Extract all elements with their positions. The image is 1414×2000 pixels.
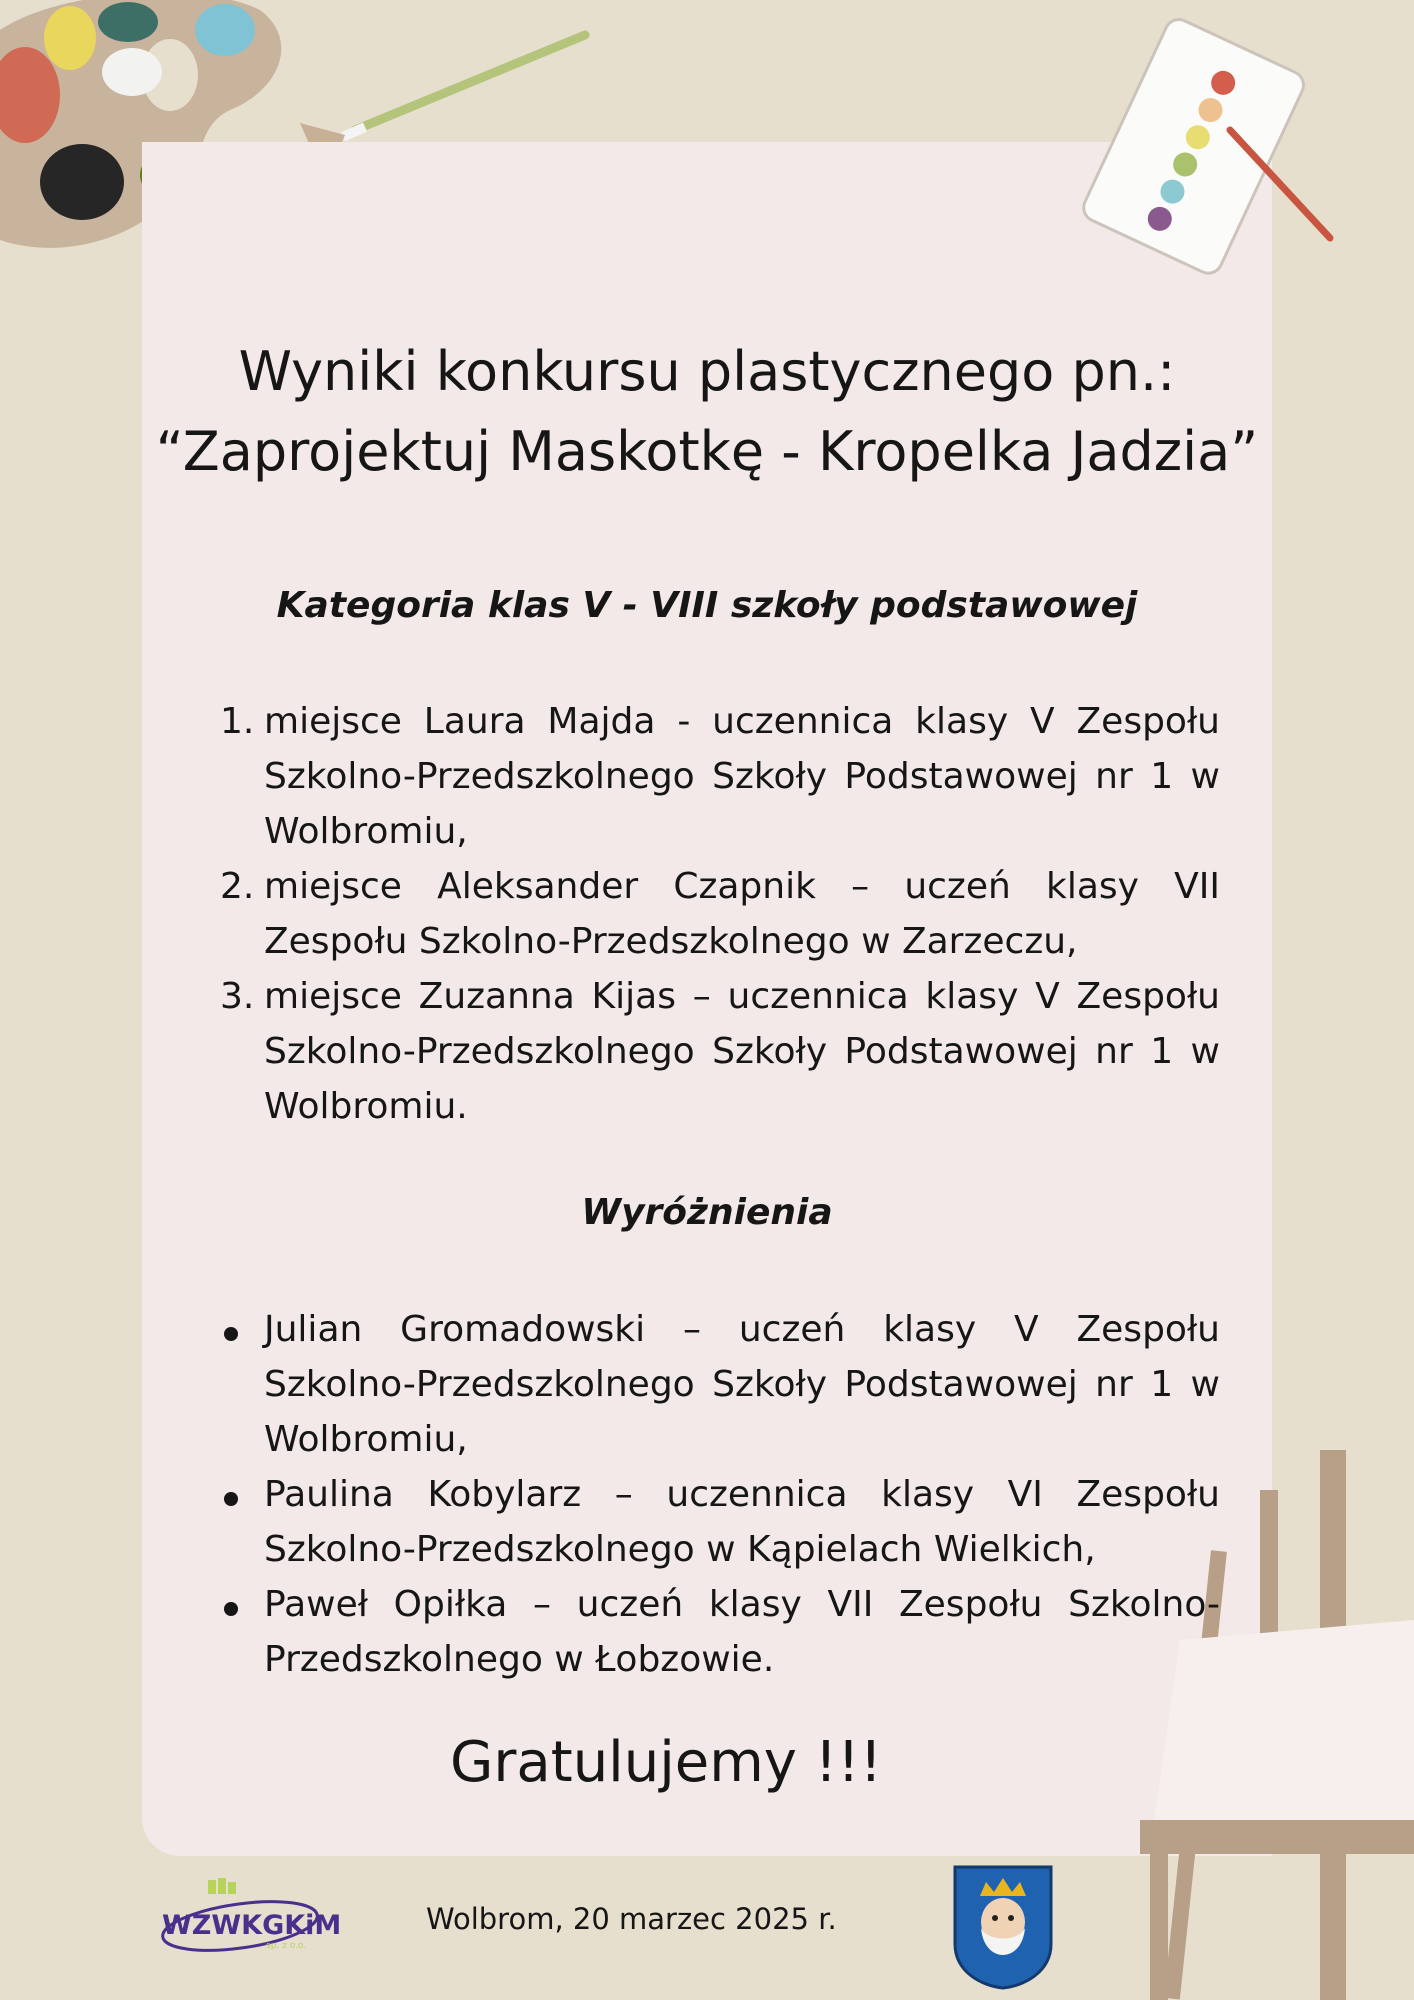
list-item	[220, 859, 1220, 969]
company-logo	[158, 1876, 342, 1966]
logo-subtext: sp. z o.o.	[266, 1941, 307, 1951]
category-heading: Kategoria klas V - VIII szkoły podstawowej	[276, 585, 1138, 626]
footer-date: Wolbrom, 20 marzec 2025 r.	[426, 1902, 837, 1936]
list-marker: 2.	[220, 866, 255, 907]
place-text: miejsce Zuzanna Kijas – uczennica klasy V Zespołu Szkolno-Przedszkolnego Szkoły Podstawowej nr 1 w Wolbromiu.	[264, 976, 1220, 1127]
place-text: miejsce Laura Majda - uczennica klasy V Zespołu Szkolno-Przedszkolnego Szkoły Podstawowej nr 1 w Wolbromiu,	[264, 701, 1220, 852]
list-item	[220, 1302, 1220, 1467]
list-marker: 3.	[220, 976, 255, 1017]
list-item	[220, 1467, 1220, 1577]
list-item	[220, 694, 1220, 859]
list-marker: 1.	[220, 701, 255, 742]
closing-message: Gratulujemy !!!	[450, 1730, 883, 1795]
bullet-icon	[224, 1492, 238, 1506]
bullet-icon	[224, 1602, 238, 1616]
honor-text: Julian Gromadowski – uczeń klasy V Zespołu Szkolno-Przedszkolnego Szkoły Podstawowej nr 1 w Wolbromiu,	[264, 1309, 1220, 1460]
honors-list	[220, 1302, 1220, 1687]
page-title	[142, 332, 1272, 492]
place-text: miejsce Aleksander Czapnik – uczeń klasy VII Zespołu Szkolno-Przedszkolnego w Zarzeczu,	[264, 866, 1220, 962]
title-line-1: Wyniki konkursu plastycznego pn.:	[238, 340, 1176, 403]
honor-text: Paweł Opiłka – uczeń klasy VII Zespołu Szkolno-Przedszkolnego w Łobzowie.	[264, 1584, 1220, 1680]
watercolor-set-icon	[1050, 10, 1350, 270]
bullet-icon	[224, 1327, 238, 1341]
honor-text: Paulina Kobylarz – uczennica klasy VI Zespołu Szkolno-Przedszkolnego w Kąpielach Wielkich,	[264, 1474, 1220, 1570]
honors-heading: Wyróżnienia	[581, 1192, 833, 1233]
title-line-2: “Zaprojektuj Maskotkę - Kropelka Jadzia”	[155, 420, 1259, 483]
list-item	[220, 1577, 1220, 1687]
list-item	[220, 969, 1220, 1134]
places-list	[220, 694, 1220, 1134]
coat-of-arms-icon	[952, 1864, 1054, 1990]
logo-text: WZWKGKiM	[162, 1910, 342, 1941]
